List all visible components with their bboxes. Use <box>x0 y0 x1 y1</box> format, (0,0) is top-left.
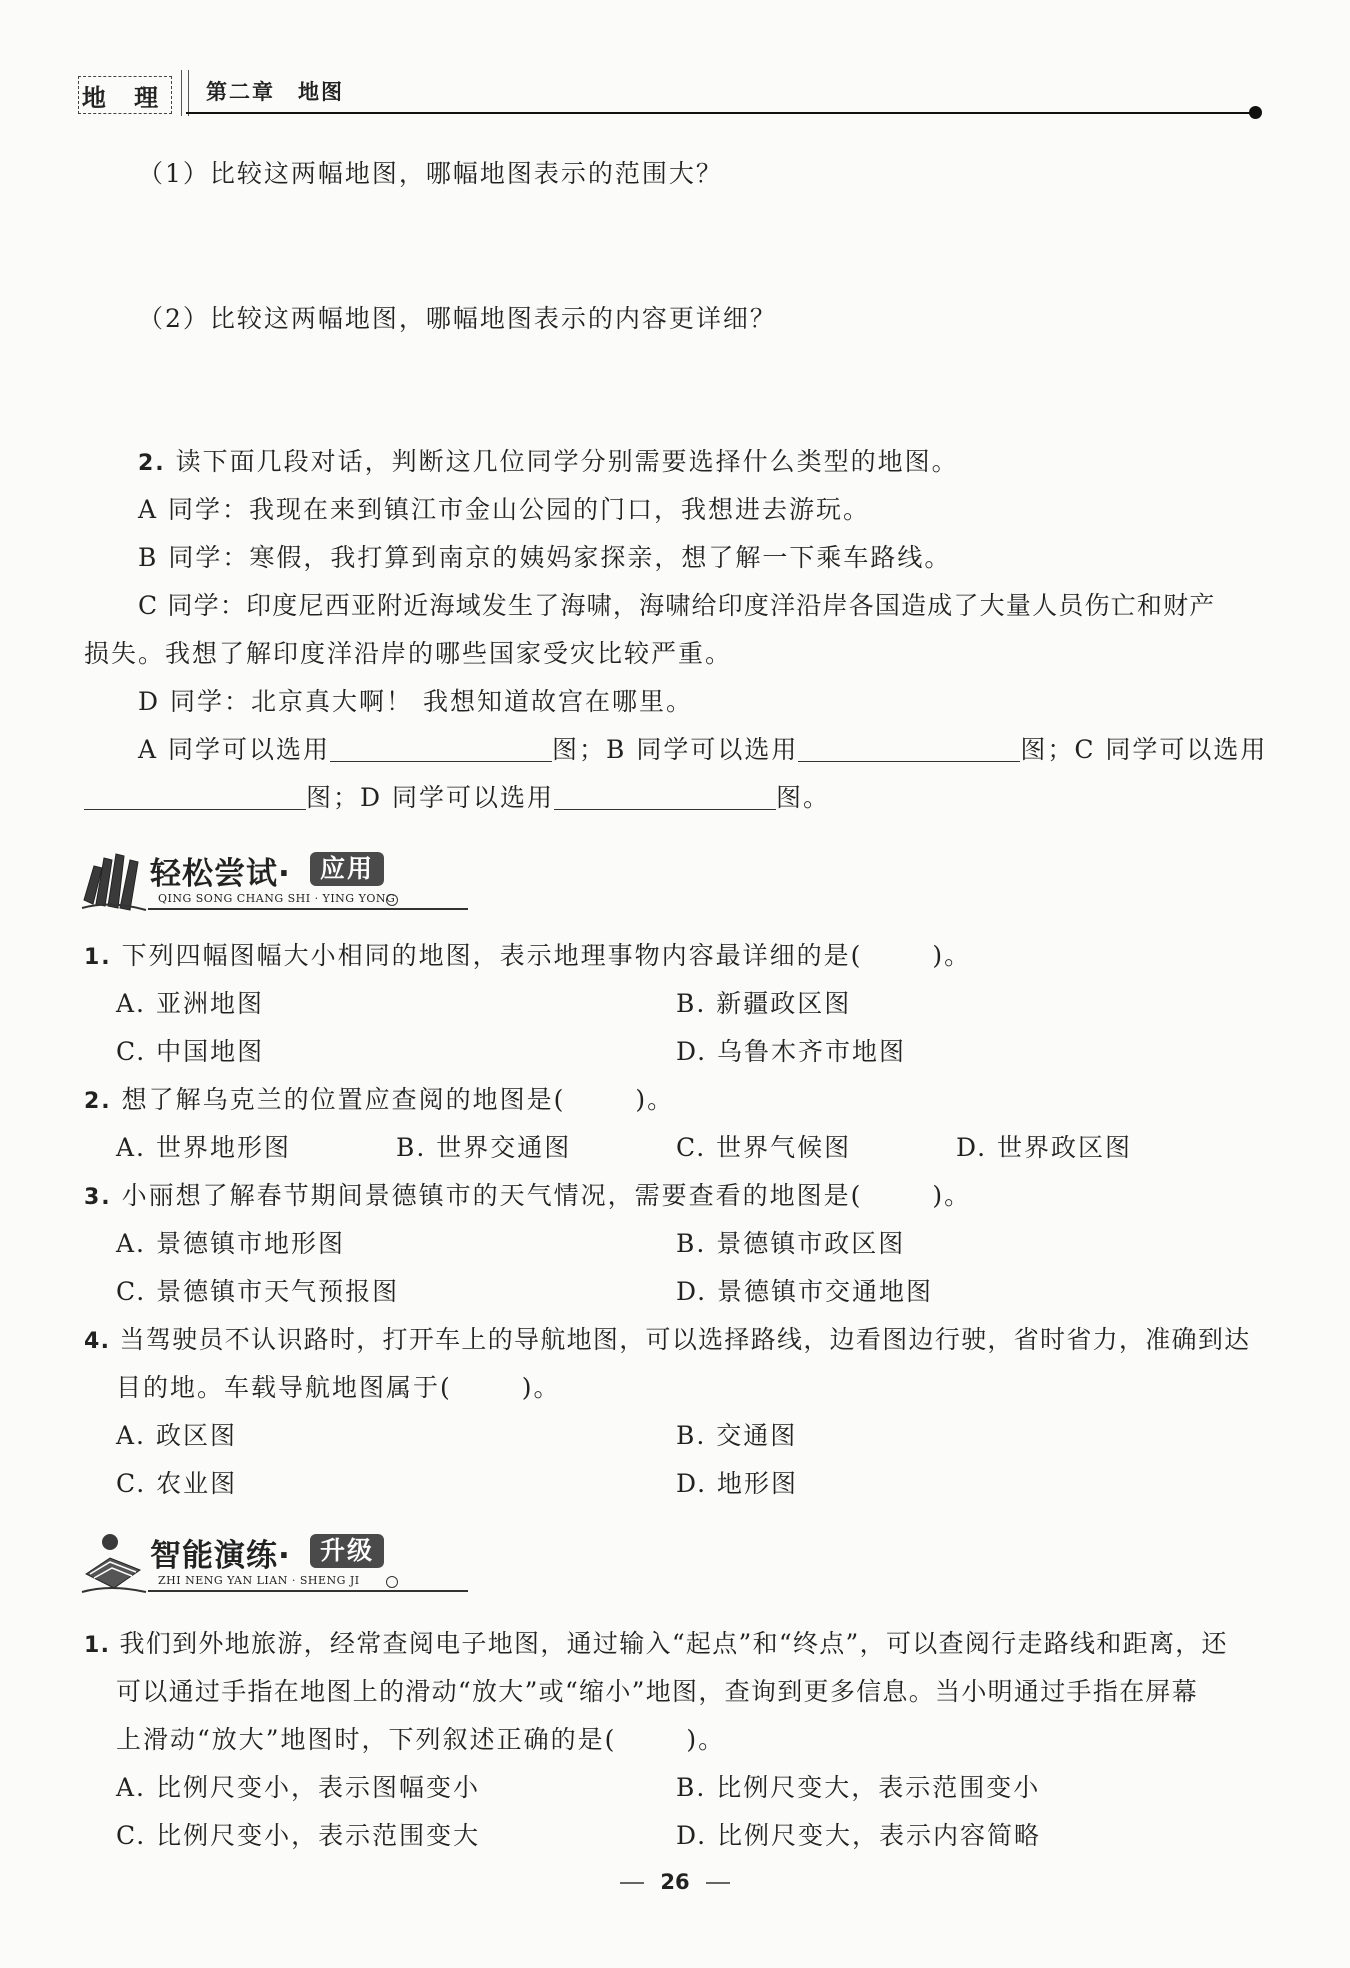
s2-question-1-line1 <box>84 1628 1228 1662</box>
question-1-1: （1）比较这两幅地图，哪幅地图表示的范围大？ <box>138 159 723 188</box>
page-dash-right <box>706 1882 730 1884</box>
question-number: 2. <box>84 1089 112 1114</box>
option-c: C. 中国地图 <box>116 1037 265 1066</box>
question-text: 想了解乌克兰的位置应查阅的地图是( <box>121 1085 566 1114</box>
question-number: 4. <box>84 1329 111 1354</box>
dialog-c-line1: C 同学：印度尼西亚附近海域发生了海啸，海啸给印度洋沿岸各国造成了大量人员伤亡和财产 <box>138 591 1216 620</box>
question-text: 小丽想了解春节期间景德镇市的天气情况，需要查看的地图是( <box>121 1181 863 1210</box>
page-number: 26 <box>660 1870 690 1894</box>
question-end: )。 <box>932 941 972 970</box>
section-tag: 升级 <box>310 1534 384 1568</box>
option-a: A. 景德镇市地形图 <box>116 1229 345 1258</box>
fill-label-c: 图；C 同学可以选用 <box>1020 735 1268 764</box>
section-tag: 应用 <box>310 852 384 886</box>
option-d: D. 乌鲁木齐市地图 <box>676 1037 907 1066</box>
subject-label: 地 理 <box>78 76 172 114</box>
option-d: D. 景德镇市交通地图 <box>676 1277 934 1306</box>
question-text: 目的地。车载导航地图属于( <box>116 1373 452 1402</box>
section-underline <box>148 908 468 910</box>
section-banner-drill <box>80 1530 410 1596</box>
header-rule <box>186 112 1254 114</box>
answer-blank-b[interactable] <box>798 761 1020 762</box>
question-end: )。 <box>932 1181 972 1210</box>
option-a: A. 世界地形图 <box>116 1133 291 1162</box>
question-number: 1. <box>84 1633 111 1658</box>
header-rule-dot <box>1249 106 1262 119</box>
fill-line-1 <box>138 734 1267 766</box>
question-text: 读下面几段对话，判断这几位同学分别需要选择什么类型的地图。 <box>175 447 959 476</box>
option-b: B. 比例尺变大，表示范围变小 <box>676 1773 1041 1802</box>
section-title: 智能演练· <box>150 1538 291 1574</box>
question-1-2: （2）比较这两幅地图，哪幅地图表示的内容更详细？ <box>138 304 777 333</box>
answer-blank-c[interactable] <box>84 809 306 810</box>
question-text: 下列四幅图幅大小相同的地图，表示地理事物内容最详细的是( <box>121 941 863 970</box>
section-title: 轻松尝试· <box>150 856 291 892</box>
dialog-a: A 同学：我现在来到镇江市金山公园的门口，我想进去游玩。 <box>138 495 871 524</box>
chapter-title: 第二章 地图 <box>206 80 344 104</box>
fill-label-a: A 同学可以选用 <box>138 735 331 764</box>
page-number-row <box>0 1870 1350 1894</box>
question-2 <box>138 446 959 480</box>
section-pinyin: ZHI NENG YAN LIAN · SHENG JI <box>158 1574 360 1587</box>
section-ring <box>386 1576 398 1588</box>
answer-blank-d[interactable] <box>554 809 776 810</box>
fill-label-b: 图；B 同学可以选用 <box>552 735 799 764</box>
section-ring <box>386 894 398 906</box>
option-a: A. 政区图 <box>116 1421 237 1450</box>
option-d: D. 世界政区图 <box>956 1133 1133 1162</box>
s1-question-3 <box>84 1180 971 1214</box>
answer-blank-a[interactable] <box>330 761 552 762</box>
option-b: B. 新疆政区图 <box>676 989 852 1018</box>
reading-person-icon <box>80 1530 152 1596</box>
option-a: A. 亚洲地图 <box>116 989 264 1018</box>
s1-question-2 <box>84 1084 674 1118</box>
s2-question-1-line2: 可以通过手指在地图上的滑动“放大”或“缩小”地图，查询到更多信息。当小明通过手指在屏幕 <box>116 1677 1199 1706</box>
option-c: C. 世界气候图 <box>676 1133 852 1162</box>
fill-line-2 <box>84 782 830 814</box>
s1-question-1 <box>84 940 971 974</box>
question-number: 2. <box>138 451 166 476</box>
option-c: C. 农业图 <box>116 1469 238 1498</box>
option-b: B. 世界交通图 <box>396 1133 572 1162</box>
question-text: 上滑动“放大”地图时，下列叙述正确的是( <box>116 1725 617 1754</box>
dialog-c-line2: 损失。我想了解印度洋沿岸的哪些国家受灾比较严重。 <box>84 639 733 668</box>
question-text: 当驾驶员不认识路时，打开车上的导航地图，可以选择路线，边看图边行驶，省时省力，准确到达 <box>119 1325 1251 1354</box>
option-a: A. 比例尺变小，表示图幅变小 <box>116 1773 480 1802</box>
question-number: 3. <box>84 1185 112 1210</box>
question-end: )。 <box>521 1373 561 1402</box>
question-number: 1. <box>84 945 112 970</box>
section-banner-practice <box>80 848 410 914</box>
section-underline <box>148 1590 468 1592</box>
s1-question-4-line2 <box>116 1372 561 1404</box>
header-divider <box>181 70 189 116</box>
option-d: D. 地形图 <box>676 1469 799 1498</box>
option-c: C. 比例尺变小，表示范围变大 <box>116 1821 481 1850</box>
fill-label-end: 图。 <box>776 783 831 812</box>
section-pinyin: QING SONG CHANG SHI · YING YONG <box>158 892 396 905</box>
question-text: 我们到外地旅游，经常查阅电子地图，通过输入“起点”和“终点”，可以查阅行走路线和距离，还 <box>119 1629 1228 1658</box>
option-b: B. 交通图 <box>676 1421 798 1450</box>
page-dash-left <box>620 1882 644 1884</box>
question-end: )。 <box>635 1085 675 1114</box>
books-icon <box>80 848 152 914</box>
fill-label-d: 图；D 同学可以选用 <box>306 783 554 812</box>
dialog-d: D 同学：北京真大啊！ 我想知道故宫在哪里。 <box>138 687 693 716</box>
option-d: D. 比例尺变大，表示内容简略 <box>676 1821 1042 1850</box>
option-c: C. 景德镇市天气预报图 <box>116 1277 400 1306</box>
dialog-b: B 同学：寒假，我打算到南京的姨妈家探亲，想了解一下乘车路线。 <box>138 543 952 572</box>
s1-question-4-line1 <box>84 1324 1250 1358</box>
question-end: )。 <box>686 1725 726 1754</box>
s2-question-1-line3 <box>116 1724 725 1756</box>
option-b: B. 景德镇市政区图 <box>676 1229 906 1258</box>
